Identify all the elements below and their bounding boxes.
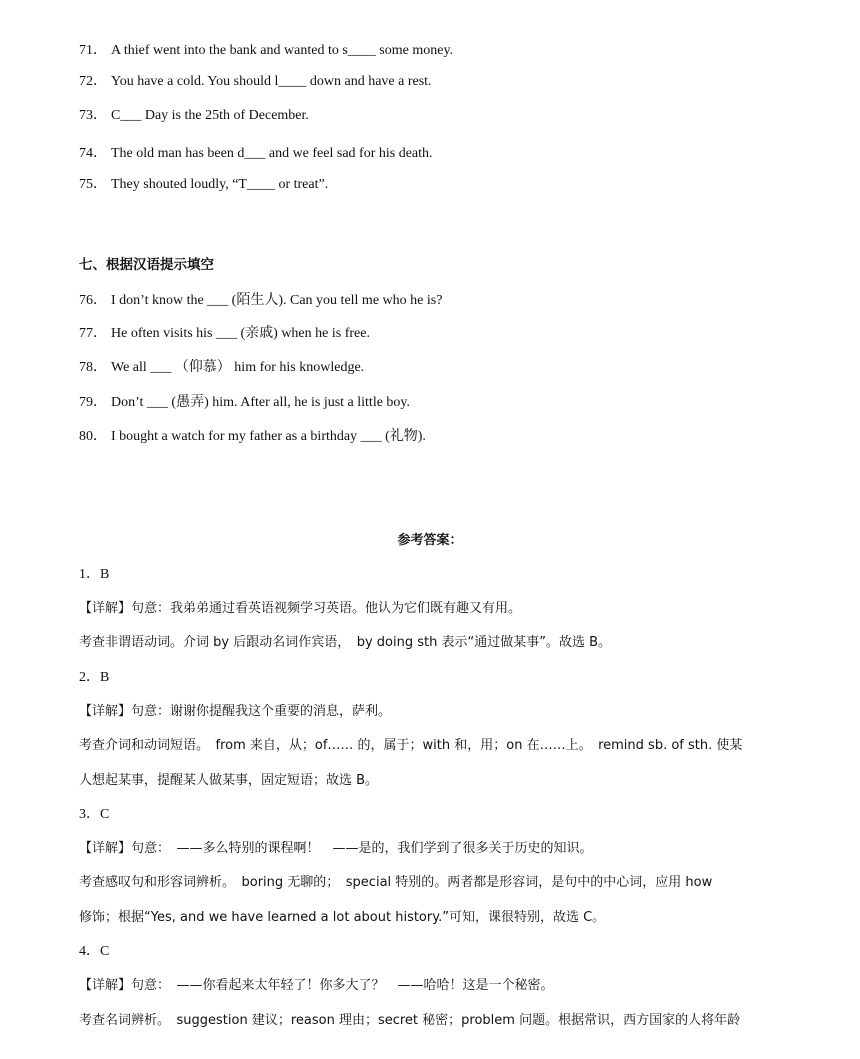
section-heading: 七、根据汉语提示填空	[79, 257, 214, 273]
answer-4-detail: 【详解】句意： ——你看起来太年轻了！你多大了？ ——哈哈！这是一个秘密。	[79, 978, 554, 993]
answer-2-analysis: 考查介词和动词短语。 from 来自，从；of…… 的，属于；with 和，用；on 在……上。 remind sb. of sth. 使某	[79, 738, 743, 753]
answer-3-analysis: 考查感叹句和形容词辨析。 boring 无聊的； special 特别的。两者都是形容词，是句中的中心词，应用 how	[79, 875, 713, 890]
answer-3-head: 3．C	[79, 807, 110, 822]
question-number: 77．	[79, 326, 107, 341]
question-76	[79, 292, 442, 310]
question-79	[79, 394, 410, 412]
question-number: 78．	[79, 360, 107, 375]
question-text: C___ Day is the 25th of December.	[111, 108, 309, 123]
question-number: 80．	[79, 429, 107, 444]
answer-2-detail: 【详解】句意：谢谢你提醒我这个重要的消息，萨利。	[79, 704, 392, 719]
answer-4-head: 4．C	[79, 944, 110, 959]
question-80	[79, 428, 426, 446]
question-number: 72．	[79, 74, 107, 89]
question-text: He often visits his ___ (亲戚) when he is free.	[111, 326, 370, 341]
question-text: A thief went into the bank and wanted to s____ some money.	[111, 43, 454, 58]
answer-4-analysis: 考查名词辨析。 suggestion 建议；reason 理由；secret 秘密；problem 问题。根据常识，西方国家的人将年龄	[79, 1013, 741, 1028]
question-number: 79．	[79, 395, 107, 410]
question-text: They shouted loudly, “T____ or treat”.	[111, 177, 329, 192]
question-74	[79, 145, 433, 163]
question-text: I bought a watch for my father as a birthday ___ (礼物).	[111, 429, 426, 444]
question-number: 73．	[79, 108, 107, 123]
question-text: I don’t know the ___ (陌生人). Can you tell me who he is?	[111, 293, 443, 308]
question-72	[79, 73, 432, 91]
answer-3-analysis-cont: 修饰；根据“Yes, and we have learned a lot about history.”可知，课很特别，故选 C。	[79, 910, 606, 925]
question-71	[79, 42, 453, 60]
question-text: We all ___ （仰慕） him for his knowledge.	[111, 360, 365, 375]
question-number: 71．	[79, 43, 107, 58]
question-text: Don’t ___ (愚弄) him. After all, he is just a little boy.	[111, 395, 411, 410]
question-number: 76．	[79, 293, 107, 308]
question-text: The old man has been d___ and we feel sad for his death.	[111, 146, 433, 161]
answer-3-detail: 【详解】句意： ——多么特别的课程啊！ ——是的，我们学到了很多关于历史的知识。	[79, 841, 593, 856]
answer-2-analysis-cont: 人想起某事，提醒某人做某事，固定短语；故选 B。	[79, 773, 379, 788]
answer-1-head: 1．B	[79, 567, 110, 582]
answer-1-detail: 【详解】句意：我弟弟通过看英语视频学习英语。他认为它们既有趣又有用。	[79, 601, 522, 616]
answer-2-head: 2．B	[79, 670, 110, 685]
question-number: 75．	[79, 177, 107, 192]
question-75	[79, 176, 328, 194]
question-number: 74．	[79, 146, 107, 161]
question-78	[79, 359, 364, 377]
answers-title: 参考答案：	[397, 533, 463, 548]
answer-1-analysis: 考查非谓语动词。介词 by 后跟动名词作宾语， by doing sth 表示“通过做某事”。故选 B。	[79, 635, 611, 650]
question-73	[79, 107, 309, 125]
question-77	[79, 325, 370, 343]
question-text: You have a cold. You should l____ down and have a rest.	[111, 74, 432, 89]
